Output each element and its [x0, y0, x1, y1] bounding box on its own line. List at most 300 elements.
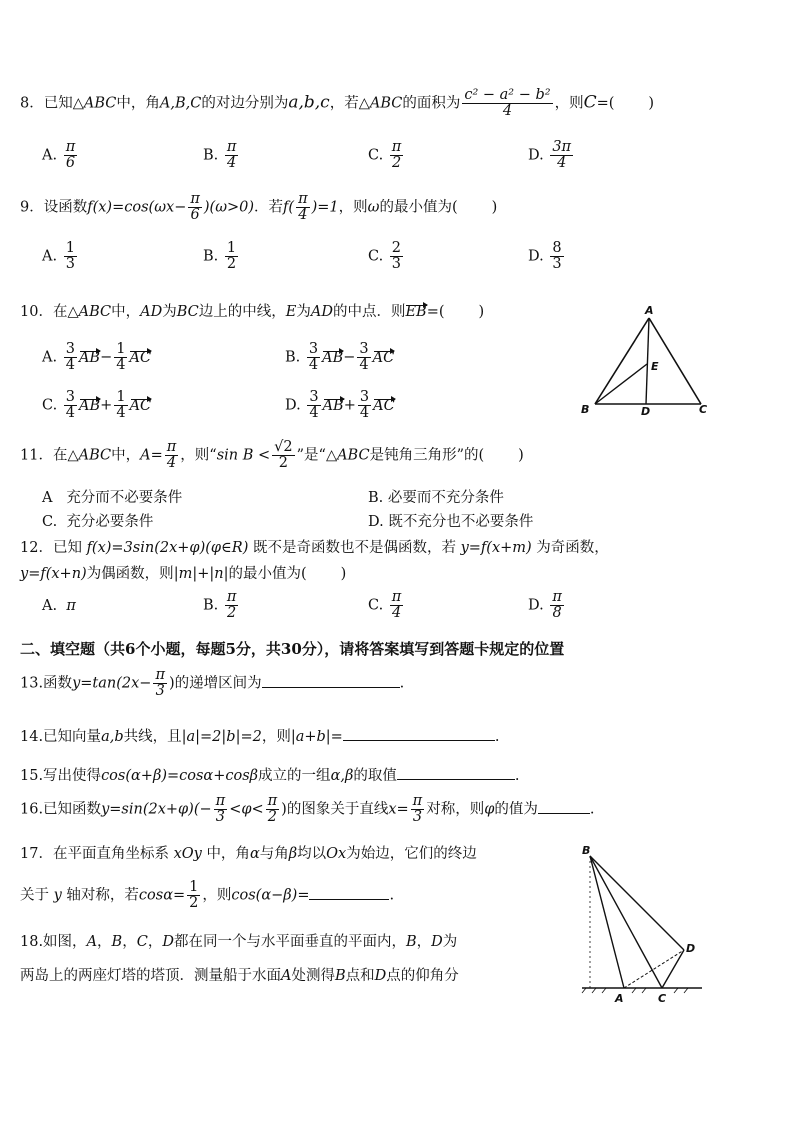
q12-option-b[interactable]	[203, 590, 240, 621]
q18-text: 处测得	[291, 968, 335, 984]
q16	[20, 794, 594, 825]
frac-den: 2	[391, 155, 402, 172]
q13-text: .	[399, 675, 405, 692]
option-label: A.	[42, 349, 58, 366]
q18-text: B	[111, 934, 123, 950]
option-label: D.	[528, 147, 544, 164]
vector-ac: AC	[129, 349, 152, 366]
q18-line1	[20, 930, 457, 951]
q9-text: ．若	[254, 199, 284, 216]
q8-text: △ABC	[358, 95, 403, 112]
frac-den: 3	[65, 256, 75, 273]
q10-triangle-figure	[575, 302, 715, 422]
option-fraction	[64, 241, 77, 272]
section-2-title: 二、填空题（共6个小题，每题5分，共30分），请将答案填写到答题卡规定的位置	[20, 640, 565, 658]
frac-num: 3	[65, 389, 76, 405]
option-label: B.	[203, 147, 219, 164]
q12-text: 为偶函数，则	[86, 566, 174, 582]
frac-num: 3	[65, 341, 75, 357]
option-fraction	[225, 140, 239, 171]
q15-text: 的取值	[353, 768, 397, 784]
q11-option-b[interactable]	[368, 486, 504, 507]
q8-text: C	[583, 92, 597, 113]
option-fraction	[390, 241, 403, 272]
q18-text: 为	[442, 934, 458, 950]
q16-text: )	[281, 801, 287, 818]
q18-text: D	[162, 934, 174, 950]
frac-den: 2	[267, 809, 278, 826]
q15-text: 成立的一组	[258, 768, 331, 784]
option-text: 充分而不必要条件	[66, 490, 183, 506]
q15-text: α,β	[330, 768, 354, 784]
q18-text: ，	[147, 934, 163, 950]
option-label: B.	[285, 349, 301, 366]
q9-text: 9．设函数	[20, 199, 88, 216]
q11-text: △ABC	[67, 447, 112, 464]
q9-text: )(ω>0)	[203, 199, 255, 216]
q17-text: ，则	[202, 887, 232, 904]
q18-text: A	[86, 934, 98, 950]
q18-lighthouse-figure	[570, 840, 710, 1010]
q12-option-a[interactable]	[42, 598, 76, 614]
q16-text: φ	[484, 801, 495, 818]
option-text: 充分必要条件	[66, 514, 154, 530]
q17-text: 轴对称，若	[66, 887, 139, 904]
q9-option-a[interactable]	[42, 241, 79, 272]
option-label: D.	[285, 397, 301, 414]
q8-stem	[20, 88, 654, 119]
q8-option-d[interactable]	[528, 140, 575, 171]
option-fraction	[114, 390, 127, 421]
q14-text: a,b	[101, 729, 124, 745]
vector-ab: AB	[322, 397, 344, 414]
frac-num: 1	[116, 341, 126, 357]
triangle-side-ab	[595, 318, 649, 404]
option-fraction	[550, 140, 573, 171]
q8-text: 8．已知	[20, 95, 73, 112]
q17-line2	[20, 880, 394, 911]
q11-text: 11．在	[20, 447, 68, 464]
operator: −	[343, 349, 356, 366]
q17-text: 关于	[20, 887, 49, 904]
q14-text: 共线，且	[123, 729, 182, 745]
frac-num: 3	[359, 389, 370, 405]
frac-den: 4	[502, 103, 513, 120]
option-label: C.	[368, 597, 384, 614]
option-label: B.	[368, 490, 384, 506]
q9-text: f(x)=cos(ωx−	[87, 199, 187, 216]
frac-den: 3	[155, 683, 165, 700]
option-fraction	[64, 140, 78, 171]
q18-text: D	[374, 968, 387, 984]
q17-text: 与角	[259, 846, 289, 862]
frac-den: 2	[278, 455, 288, 472]
q12-text: |m|+|n|	[173, 566, 229, 582]
q9-text: ，则	[338, 199, 368, 216]
point-a-label: A	[615, 992, 624, 1005]
q9-fraction	[188, 192, 202, 223]
point-e-label: E	[651, 360, 659, 373]
q10-text: 的中点．则	[332, 304, 406, 320]
vector-ab: AB	[322, 349, 344, 366]
q9-option-b[interactable]	[203, 241, 240, 272]
line-ba	[590, 856, 624, 988]
q10-text: BC	[176, 304, 199, 320]
q10-stem	[20, 300, 484, 321]
q12-text: f(x)=3sin(2x+φ)(φ∈R)	[86, 540, 249, 556]
q9-stem	[20, 192, 497, 223]
q11-option-d[interactable]	[368, 510, 533, 531]
vector-eb: EB	[405, 304, 427, 320]
frac-num: 1	[226, 240, 237, 256]
q12-text: 12．已知	[20, 540, 82, 556]
point-d-label: D	[686, 942, 696, 955]
q18-text: 点的仰角分	[386, 968, 459, 984]
q9-text: )	[491, 199, 498, 216]
q10-text: 边上的中线，	[198, 304, 286, 320]
q16-text: x=	[388, 801, 409, 818]
q18-line2	[20, 964, 459, 985]
q16-text: .	[589, 801, 595, 818]
option-fraction	[358, 390, 371, 421]
q10-text: E	[285, 304, 297, 320]
q10-option-c[interactable]	[42, 390, 151, 421]
q14-text: .	[494, 729, 500, 745]
q17-text: 17．在平面直角坐标系	[20, 846, 169, 862]
option-text: 必要而不充分条件	[387, 490, 504, 506]
frac-den: 4	[557, 155, 567, 172]
q10-text: AD	[140, 304, 163, 320]
option-label: D.	[368, 514, 384, 530]
q10-option-b[interactable]	[285, 342, 394, 373]
q8-text: A,B,C	[159, 95, 202, 112]
q8-text: )	[648, 95, 655, 112]
frac-num: π	[391, 139, 402, 155]
q14	[20, 725, 499, 746]
q11-text: 中，	[111, 447, 141, 464]
line-bc	[590, 856, 662, 988]
frac-den: 4	[227, 155, 237, 172]
ground-hatching	[582, 988, 688, 993]
q17-text: cos(α−β)=	[231, 887, 310, 904]
q14-text: ，则	[261, 729, 291, 745]
q11-text: sin B <	[216, 447, 271, 464]
q16-fraction	[411, 794, 425, 825]
q12-text: 为奇函数，	[536, 540, 609, 556]
option-label: D.	[528, 248, 544, 265]
frac-num: π	[552, 589, 562, 605]
frac-num: c² − a² − b²	[464, 87, 551, 103]
q18-text: C	[136, 934, 148, 950]
q15-text: 15.写出使得	[20, 768, 102, 784]
option-text: π	[66, 598, 76, 614]
option-fraction	[64, 390, 77, 421]
q9-text: 的最小值为(	[379, 199, 458, 216]
option-label: C.	[42, 397, 58, 414]
option-fraction	[225, 590, 239, 621]
q13-text: y=tan(2x−	[72, 675, 152, 692]
frac-num: π	[412, 793, 423, 809]
option-label: D.	[528, 597, 544, 614]
frac-num: 8	[552, 240, 562, 256]
frac-den: 2	[226, 256, 237, 273]
option-fraction	[390, 590, 404, 621]
q9-option-c[interactable]	[368, 241, 405, 272]
q11-text: A=	[140, 447, 163, 464]
frac-den: 2	[227, 605, 237, 622]
q10-option-a[interactable]	[42, 342, 151, 373]
q18-text: B	[405, 934, 417, 950]
line-cd	[662, 950, 684, 988]
vector-ac: AC	[129, 397, 152, 414]
q18-text: B	[334, 968, 346, 984]
frac-num: π	[267, 793, 278, 809]
frac-num: π	[155, 667, 165, 683]
q10-text: 10．在	[20, 304, 68, 320]
option-label: B.	[203, 597, 219, 614]
q17-text: Ox	[326, 846, 347, 862]
frac-den: 4	[391, 605, 402, 622]
frac-den: 4	[116, 357, 126, 374]
frac-den: 3	[215, 809, 226, 826]
frac-num: 3	[308, 341, 319, 357]
q15-text: cos(α+β)=cosα+cosβ	[101, 768, 259, 784]
point-d-label: D	[641, 405, 651, 418]
option-label: C.	[368, 248, 384, 265]
frac-num: π	[226, 589, 237, 605]
vector-ac: AC	[373, 397, 395, 414]
frac-num: π	[65, 139, 76, 155]
q17-line1	[20, 842, 477, 863]
q8-text: a,b,c	[288, 92, 330, 113]
frac-num: 3π	[552, 139, 572, 155]
q8-option-a[interactable]	[42, 140, 79, 171]
q12-option-c[interactable]	[368, 590, 405, 621]
q9-text: f(	[283, 199, 295, 216]
option-fraction	[357, 342, 370, 373]
line-ad	[624, 950, 684, 988]
frac-den: 2	[189, 895, 199, 912]
q10-text: =(	[426, 304, 445, 320]
q16-text: 的图象关于直线	[286, 801, 389, 818]
q13	[20, 668, 404, 699]
q12-text: y=f(x+n)	[20, 566, 87, 582]
point-b-label: B	[581, 403, 590, 416]
q9-option-d[interactable]	[528, 241, 566, 272]
q10-text: )	[478, 304, 485, 320]
option-label: C.	[368, 147, 384, 164]
q14-answer-blank[interactable]	[343, 739, 495, 741]
frac-den: 4	[309, 405, 319, 422]
q12-stem-line2	[20, 562, 346, 583]
q17-text: cosα=	[138, 887, 186, 904]
q16-fraction	[266, 794, 280, 825]
q17-text: .	[389, 887, 395, 904]
frac-den: 4	[166, 455, 177, 472]
q16-answer-blank[interactable]	[538, 812, 590, 814]
q11-stem	[20, 440, 524, 471]
q15-text: .	[514, 768, 520, 784]
point-a-label: A	[645, 304, 654, 317]
q18-text: 都在同一个与水平面垂直的平面内，	[173, 934, 406, 950]
q8-option-b[interactable]	[203, 140, 240, 171]
q13-answer-blank[interactable]	[262, 686, 400, 688]
q17-text: 中，角	[206, 846, 250, 862]
option-fraction	[307, 390, 320, 421]
q8-text: 的对边分别为	[201, 95, 289, 112]
q12-stem-line1	[20, 536, 609, 557]
frac-num: 2	[391, 240, 402, 256]
q17-answer-blank[interactable]	[309, 898, 389, 900]
operator: +	[343, 397, 356, 414]
option-label: A	[42, 490, 53, 506]
q14-text: |a|=2|b|=2	[181, 729, 262, 745]
option-fraction	[550, 590, 564, 621]
q9-text: )=1	[311, 199, 339, 216]
point-c-label: C	[658, 992, 667, 1005]
option-fraction	[64, 342, 77, 373]
q15-answer-blank[interactable]	[397, 778, 515, 780]
q10-text: AD	[310, 304, 333, 320]
q10-text: △ABC	[67, 304, 112, 320]
q14-text: 14.已知向量	[20, 729, 102, 745]
frac-den: 4	[308, 357, 319, 374]
q17-text: β	[288, 846, 298, 862]
q12-text: 的最小值为(	[228, 566, 307, 582]
q8-text: ，则	[554, 95, 584, 112]
frac-den: 4	[65, 357, 75, 374]
frac-den: 6	[65, 155, 76, 172]
frac-den: 6	[190, 207, 200, 224]
q13-text: )	[168, 675, 175, 692]
frac-num: 1	[116, 389, 126, 405]
frac-den: 4	[65, 405, 76, 422]
q17-text: 为始边，它们的终边	[346, 846, 477, 862]
q18-text: 18.如图，	[20, 934, 87, 950]
q18-text: 点和	[345, 968, 375, 984]
segment-eb	[595, 364, 647, 404]
frac-den: 3	[412, 809, 423, 826]
q10-text: 为	[162, 304, 177, 320]
q12-text: )	[340, 566, 347, 582]
frac-num: √2	[274, 439, 293, 455]
frac-num: π	[190, 191, 200, 207]
q16-text: y=sin(2x+φ)(−	[101, 801, 212, 818]
q14-text: |a+b|=	[290, 729, 343, 745]
q15	[20, 764, 519, 785]
q16-text: 的值为	[494, 801, 538, 818]
q11-text: ，则“	[180, 447, 217, 464]
q17-text: 均以	[297, 846, 327, 862]
option-text: 既不充分也不必要条件	[388, 514, 534, 530]
q17-fraction	[187, 880, 200, 911]
q9-fraction	[296, 192, 310, 223]
frac-num: 1	[189, 879, 199, 895]
q11-option-a[interactable]	[42, 486, 182, 507]
q10-text: 为	[296, 304, 311, 320]
frac-den: 4	[359, 357, 369, 374]
frac-den: 4	[116, 405, 126, 422]
q12-option-d[interactable]	[528, 590, 566, 621]
q16-text: 对称，则	[426, 801, 485, 818]
q18-text: A	[281, 968, 292, 984]
q8-option-c[interactable]	[368, 140, 405, 171]
frac-num: π	[166, 439, 177, 455]
q13-fraction	[153, 668, 167, 699]
frac-num: π	[226, 139, 237, 155]
q11-fraction	[165, 440, 179, 471]
q18-text: D	[431, 934, 443, 950]
frac-den: 8	[552, 605, 562, 622]
option-fraction	[225, 241, 238, 272]
q8-text: 的面积为	[402, 95, 461, 112]
vector-ab: AB	[79, 397, 101, 414]
frac-num: π	[391, 589, 402, 605]
q17-text: y	[53, 887, 62, 904]
q18-text: ，	[416, 934, 432, 950]
option-fraction	[114, 342, 127, 373]
option-fraction	[390, 140, 404, 171]
option-fraction	[550, 241, 563, 272]
line-bd	[590, 856, 684, 950]
frac-den: 3	[391, 256, 402, 273]
vector-ac: AC	[372, 349, 395, 366]
q11-fraction	[272, 440, 294, 471]
q8-text: ，若	[329, 95, 359, 112]
q13-text: 13.函数	[20, 675, 73, 692]
q8-text: =(	[596, 95, 615, 112]
q17-text: α	[249, 846, 260, 862]
option-label: C.	[42, 514, 58, 530]
q10-text: 中，	[111, 304, 141, 320]
median-ad	[646, 318, 649, 404]
frac-num: π	[298, 191, 308, 207]
vector-ab: AB	[78, 349, 101, 366]
q11-text: △ABC	[325, 447, 370, 464]
point-c-label: C	[699, 403, 708, 416]
operator: −	[100, 349, 113, 366]
operator: +	[100, 397, 113, 414]
q12-text: 既不是奇函数也不是偶函数，若	[252, 540, 456, 556]
q8-text: △ABC	[72, 95, 117, 112]
q11-text: ”是“	[296, 447, 326, 464]
option-fraction	[307, 342, 320, 373]
frac-den: 4	[298, 207, 308, 224]
q18-text: ，	[97, 934, 112, 950]
option-label: A.	[42, 248, 58, 265]
q16-fraction	[214, 794, 228, 825]
frac-num: 3	[309, 389, 319, 405]
q10-option-d[interactable]	[285, 390, 395, 421]
frac-num: 3	[359, 341, 369, 357]
q11-option-c[interactable]	[42, 510, 153, 531]
frac-den: 4	[359, 405, 370, 422]
q8-area-fraction	[462, 88, 552, 119]
frac-num: π	[215, 793, 226, 809]
q16-text: <φ<	[229, 801, 264, 818]
q17-text: xOy	[173, 846, 202, 862]
option-label: A.	[42, 147, 58, 164]
q16-text: 16.已知函数	[20, 801, 102, 818]
q18-text: ，	[122, 934, 137, 950]
q18-text: 两岛上的两座灯塔的塔顶．测量船于水面	[20, 968, 281, 984]
option-label: A.	[42, 598, 58, 614]
q8-text: 中，角	[116, 95, 160, 112]
point-b-label: B	[582, 844, 591, 857]
frac-num: 1	[65, 240, 75, 256]
q12-text: y=f(x+m)	[460, 540, 532, 556]
option-label: B.	[203, 248, 219, 265]
